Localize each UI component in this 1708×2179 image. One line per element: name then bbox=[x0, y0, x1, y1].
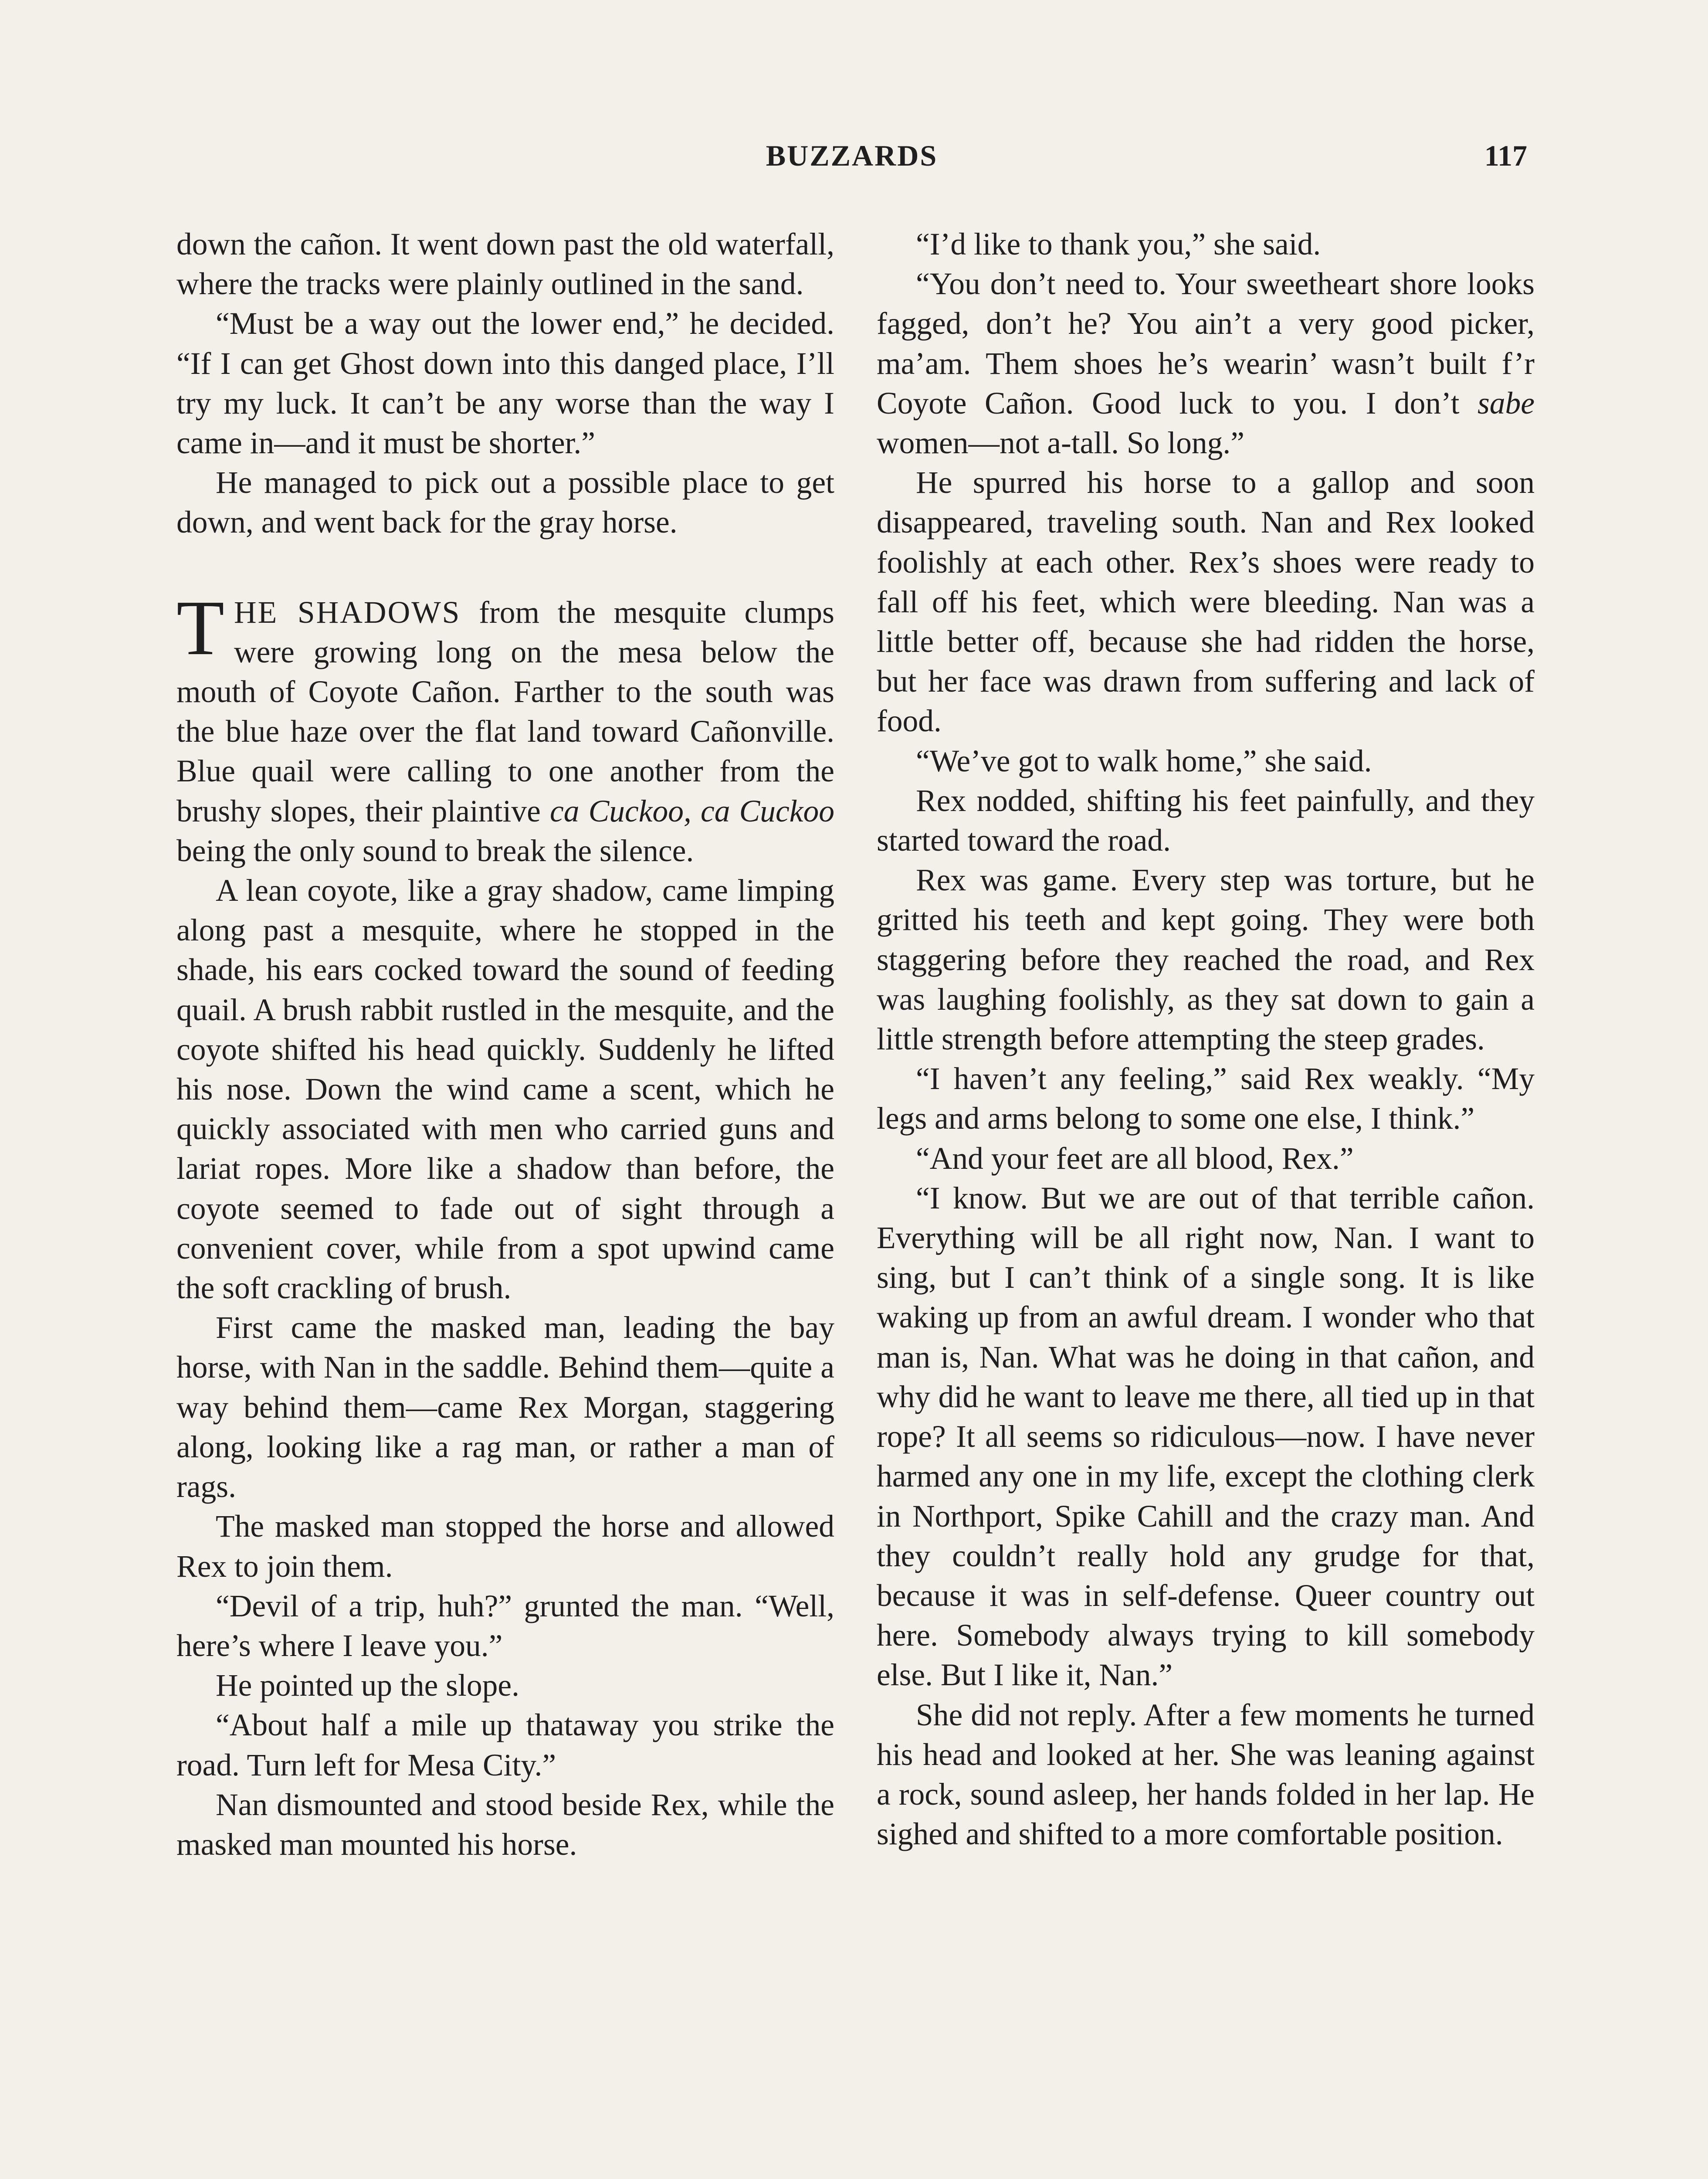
italic-text: ca Cuckoo, ca Cuckoo bbox=[549, 794, 835, 828]
page-header bbox=[176, 139, 1527, 180]
paragraph: He pointed up the slope. bbox=[216, 1668, 519, 1703]
paragraph: He managed to pick out a possible place to get down, and went back for the gray horse. bbox=[176, 465, 834, 540]
paragraph-text: being the only sound to break the silence. bbox=[176, 833, 694, 868]
paragraph: “We’ve got to walk home,” she said. bbox=[916, 743, 1372, 778]
paragraph: First came the masked man, leading the bay horse, with Nan in the saddle. Behind them—quite a way behind them—came Rex Morgan, staggering along, looking like a rag man, or rather a man of rags. bbox=[176, 1310, 834, 1504]
left-column bbox=[176, 224, 834, 1864]
paragraph: She did not reply. After a few moments he turned his head and looked at her. She was leaning against a rock, sound asleep, her hands folded in her lap. He sighed and shifted to a more comfortable position. bbox=[877, 1697, 1535, 1852]
drop-cap: T bbox=[176, 584, 224, 671]
paragraph bbox=[877, 264, 1535, 463]
paragraph: “And your feet are all blood, Rex.” bbox=[916, 1141, 1354, 1176]
paragraph: down the cañon. It went down past the old waterfall, where the tracks were plainly outlined in the sand. bbox=[176, 227, 834, 302]
paragraph: “I haven’t any feeling,” said Rex weakly. “My legs and arms belong to some one else, I think.” bbox=[877, 1062, 1535, 1136]
running-title: BUZZARDS bbox=[766, 139, 938, 172]
paragraph: “About half a mile up thataway you strike the road. Turn left for Mesa City.” bbox=[176, 1708, 834, 1782]
paragraph: He spurred his horse to a gallop and soon disappeared, traveling south. Nan and Rex looked foolishly at each other. Rex’s shoes were ready to fall off his feet, which were bleeding. Nan was a little better off, because she had ridden the horse, but her face was drawn from suffering and lack of food. bbox=[877, 465, 1535, 739]
paragraph: “I’d like to thank you,” she said. bbox=[916, 227, 1321, 261]
section-opening-paragraph bbox=[176, 584, 835, 871]
section-opener: HE SHADOWS bbox=[234, 595, 461, 630]
paragraph: The masked man stopped the horse and allowed Rex to join them. bbox=[176, 1509, 834, 1584]
paragraph: Rex was game. Every step was torture, but he gritted his teeth and kept going. They were both staggering before they reached the road, and Rex was laughing foolishly, as they sat down to gain a little strength before attempting the steep grades. bbox=[877, 863, 1535, 1057]
paragraph: A lean coyote, like a gray shadow, came limping along past a mesquite, where he stopped in the shade, his ears cocked toward the sound of feeding quail. A brush rabbit rustled in the mesquite, and the coyote shifted his head quickly. Suddenly he lifted his nose. Down the wind came a scent, which he quickly associated with men who carried guns and lariat ropes. More like a shadow than before, the coyote seemed to fade out of sight through a convenient cover, while from a spot upwind came the soft crackling of brush. bbox=[176, 873, 834, 1306]
paragraph: Rex nodded, shifting his feet painfully, and they started toward the road. bbox=[877, 783, 1535, 858]
italic-text: sabe bbox=[1477, 386, 1535, 421]
paragraph-text: “You don’t need to. Your sweetheart shore looks fagged, don’t he? You ain’t a very good picker, ma’am. Them shoes he’s wearin’ wasn’t built f’r Coyote Cañon. Good luck to you. I don’t bbox=[877, 267, 1535, 421]
paragraph: Nan dismounted and stood beside Rex, while the masked man mounted his horse. bbox=[176, 1787, 834, 1862]
paragraph-text: women—not a-tall. So long.” bbox=[877, 426, 1244, 461]
paragraph: “I know. But we are out of that terrible cañon. Everything will be all right now, Nan. I want to sing, but I can’t think of a single song. It is like waking up from an awful dream. I wonder who that man is, Nan. What was he doing in that cañon, and why did he want to leave me there, all tied up in that rope? It all seems so ridiculous—now. I have never harmed any one in my life, except the clothing clerk in Northport, Spike Cahill and the crazy man. And they couldn’t really hold any grudge for that, because it was in self-defense. Queer country out here. Somebody always trying to kill somebody else. But I like it, Nan.” bbox=[877, 1181, 1535, 1693]
paragraph: “Devil of a trip, huh?” grunted the man. “Well, here’s where I leave you.” bbox=[176, 1588, 834, 1663]
paragraph-text: from the mesquite clumps were growing long on the mesa below the mouth of Coyote Cañon. Farther to the south was the blue haze over the flat land toward Cañonville. Blue quail were calling to one another from the brushy slopes, their plaintive bbox=[176, 595, 834, 828]
paragraph: “Must be a way out the lower end,” he decided. “If I can get Ghost down into this danged place, I’ll try my luck. It can’t be any worse than the way I came in—and it must be shorter.” bbox=[176, 306, 834, 461]
page-number: 117 bbox=[1484, 139, 1527, 172]
right-column bbox=[877, 224, 1535, 1854]
